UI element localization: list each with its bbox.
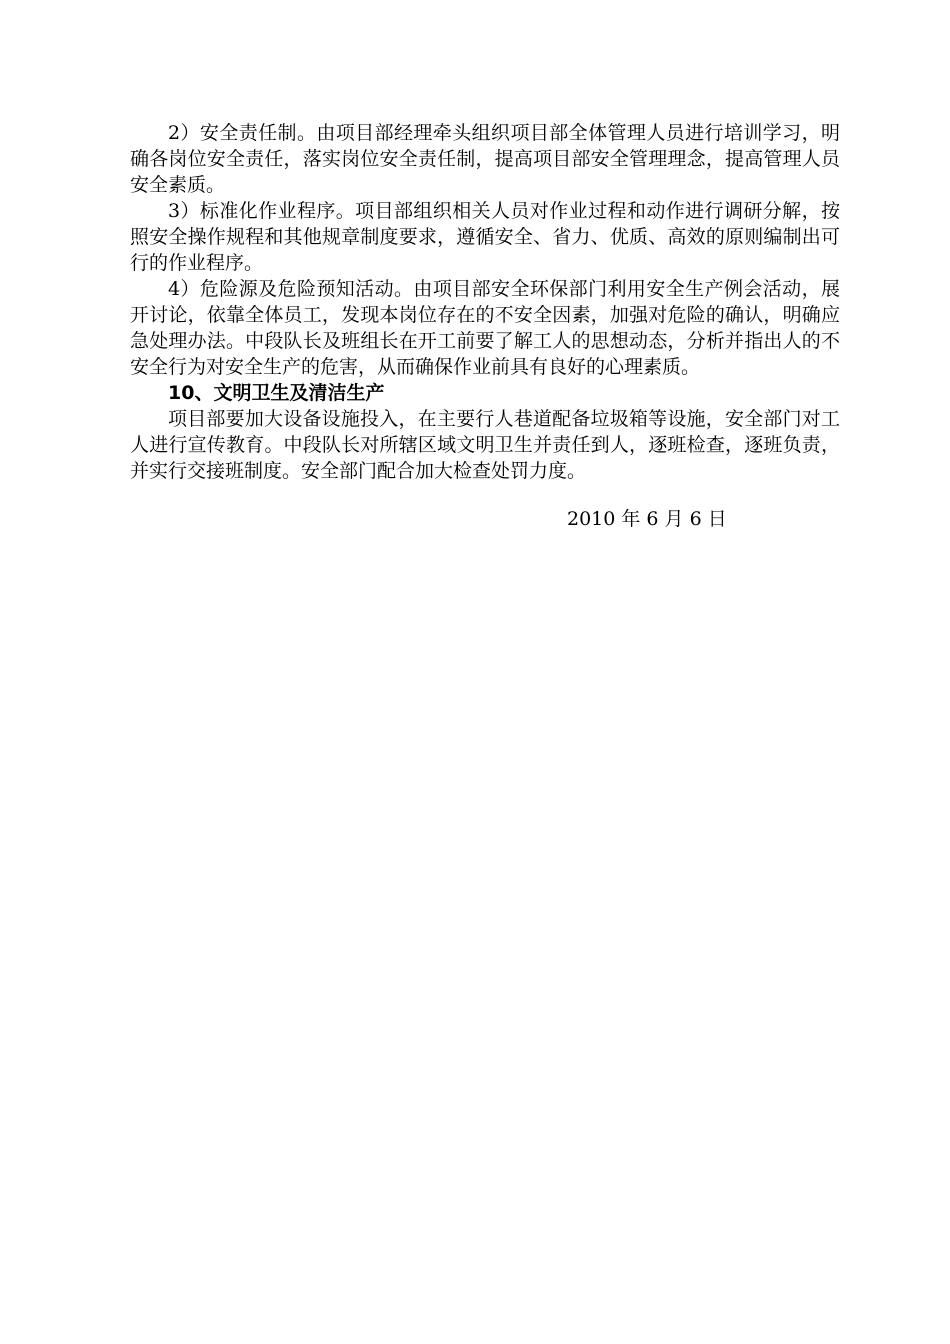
paragraph-safety-responsibility: 2）安全责任制。由项目部经理牵头组织项目部全体管理人员进行培训学习，明确各岗位安全责任，落实岗位安全责任制，提高项目部安全管理理念，提高管理人员安全素质。 <box>130 122 840 196</box>
document-date: 2010 年 6 月 6 日 <box>567 508 727 530</box>
paragraph-civilized-hygiene: 项目部要加大设备设施投入，在主要行人巷道配备垃圾箱等设施，安全部门对工人进行宣传教育。中段队长对所辖区域文明卫生并责任到人，逐班检查，逐班负责，并实行交接班制度。安全部门配合加大检查处罚力度。 <box>130 408 840 482</box>
paragraph-standard-procedure: 3）标准化作业程序。项目部组织相关人员对作业过程和动作进行调研分解，按照安全操作规程和其他规章制度要求，遵循安全、省力、优质、高效的原则编制出可行的作业程序。 <box>130 200 840 274</box>
paragraph-hazard-prediction: 4）危险源及危险预知活动。由项目部安全环保部门利用安全生产例会活动，展开讨论，依靠全体员工，发现本岗位存在的不安全因素，加强对危险的确认，明确应急处理办法。中段队长及班组长在开工前要了解工人的思想动态，分析并指出人的不安全行为对安全生产的危害，从而确保作业前具有良好的心理素质。 <box>130 278 840 378</box>
document-page <box>130 120 840 532</box>
section-heading: 10、文明卫生及清洁生产 <box>168 382 385 404</box>
